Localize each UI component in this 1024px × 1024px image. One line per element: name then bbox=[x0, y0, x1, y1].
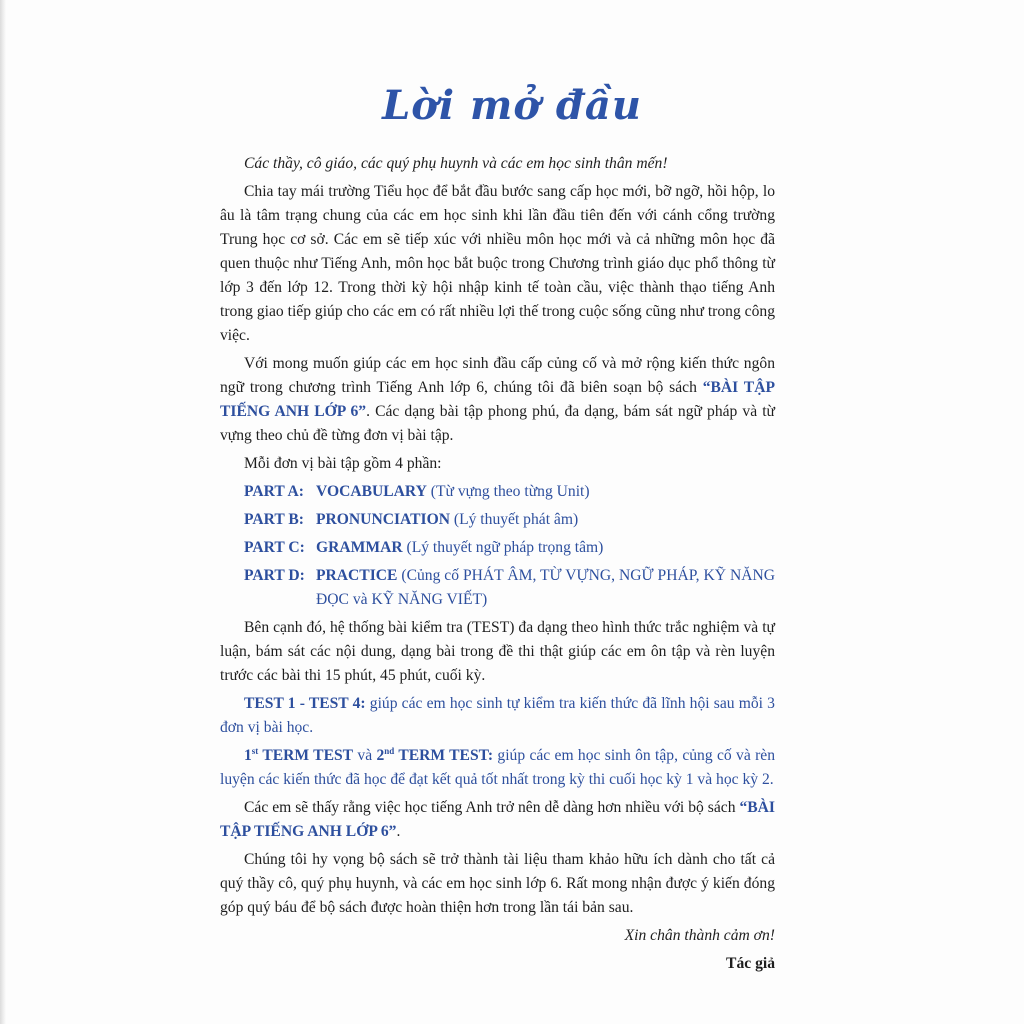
paragraph-benefit-tail: . bbox=[396, 823, 401, 840]
first-term-label bbox=[244, 747, 353, 764]
term-and: và bbox=[353, 747, 377, 764]
part-desc: (Từ vựng theo từng Unit) bbox=[426, 483, 590, 500]
first-term-text: TERM TEST bbox=[258, 747, 354, 764]
part-name: GRAMMAR bbox=[316, 539, 403, 556]
paragraph-purpose-tail: . Các dạng bài tập phong phú, đa dạng, bám sát ngữ pháp và từ vựng theo chủ đề từng đơn vị bài tập. bbox=[220, 403, 775, 444]
part-row bbox=[220, 564, 775, 612]
part-content bbox=[316, 508, 775, 532]
paragraph-benefit-text: Các em sẽ thấy rằng việc học tiếng Anh trở nên dễ dàng hơn nhiều với bộ sách bbox=[244, 799, 740, 816]
test-label: TEST 1 - TEST 4: bbox=[244, 695, 366, 712]
page-title: Lời mở đầu bbox=[382, 82, 642, 129]
part-name: VOCABULARY bbox=[316, 483, 427, 500]
parts-list bbox=[220, 480, 775, 612]
second-term-text: TERM TEST: bbox=[394, 747, 494, 764]
parts-intro: Mỗi đơn vị bài tập gồm 4 phần: bbox=[244, 455, 442, 472]
part-name: PRACTICE bbox=[316, 567, 398, 584]
paragraph-hope: Chúng tôi hy vọng bộ sách sẽ trở thành tài liệu tham khảo hữu ích dành cho tất cả quý thầy cô, quý phụ huynh, và các em học sinh lớp 6. Rất mong nhận được ý kiến đóng góp quý báu để bộ sách được hoàn thiện hơn trong lần tái bản sau. bbox=[220, 851, 775, 916]
part-label: PART C: bbox=[244, 539, 305, 556]
part-name: PRONUNCIATION bbox=[316, 511, 450, 528]
second-term-number: 2 bbox=[376, 747, 385, 764]
test-text: giúp các em học sinh tự kiểm tra kiến thức đã lĩnh hội sau mỗi 3 đơn vị bài học. bbox=[220, 695, 775, 736]
part-row bbox=[220, 480, 775, 504]
first-term-sup: st bbox=[251, 745, 259, 756]
part-desc: (Lý thuyết ngữ pháp trọng tâm) bbox=[402, 539, 604, 556]
signoff: Xin chân thành cảm ơn! bbox=[624, 927, 775, 944]
part-desc: (Lý thuyết phát âm) bbox=[450, 511, 579, 528]
book-title: “BÀI TẬP TIẾNG ANH LỚP 6” bbox=[220, 379, 775, 420]
body-text bbox=[220, 152, 775, 980]
second-term-label bbox=[376, 747, 493, 764]
paragraph-intro: Chia tay mái trường Tiểu học để bắt đầu bước sang cấp học mới, bỡ ngỡ, hồi hộp, lo âu là tâm trạng chung của các em học sinh khi lần đầu tiên đến với cánh cổng trường Trung học cơ sở. Các em sẽ tiếp xúc với nhiều môn học mới và cả những môn học đã quen thuộc như Tiếng Anh, môn học bắt buộc trong Chương trình giáo dục phổ thông từ lớp 3 đến lớp 12. Trong thời kỳ hội nhập kinh tế toàn cầu, việc thành thạo tiếng Anh trong giao tiếp giúp cho các em có rất nhiều lợi thế trong cuộc sống cũng như trong công việc. bbox=[220, 183, 775, 344]
second-term-sup: nd bbox=[384, 745, 395, 756]
paragraph-benefit bbox=[220, 796, 775, 844]
paragraph-tests: Bên cạnh đó, hệ thống bài kiểm tra (TEST) đa dạng theo hình thức trắc nghiệm và tự luận, bám sát các nội dung, dạng bài trong đề thi thật giúp các em ôn tập và rèn luyện trước các bài thi 15 phút, 45 phút, cuối kỳ. bbox=[220, 619, 775, 684]
paragraph-term-tests bbox=[220, 744, 775, 792]
book-title-2: “BÀI TẬP TIẾNG ANH LỚP 6” bbox=[220, 799, 775, 840]
part-content bbox=[316, 480, 775, 504]
paragraph-purpose bbox=[220, 352, 775, 448]
part-content bbox=[316, 536, 775, 560]
part-label: PART A: bbox=[244, 483, 304, 500]
term-text: giúp các em học sinh ôn tập, củng cố và rèn luyện các kiến thức đã học để đạt kết quả tốt nhất trong kỳ thi cuối học kỳ 1 và học kỳ 2. bbox=[220, 747, 775, 788]
paragraph-test-units bbox=[220, 692, 775, 740]
part-row bbox=[220, 536, 775, 560]
part-row bbox=[220, 508, 775, 532]
part-label: PART B: bbox=[244, 511, 304, 528]
page-binding-edge bbox=[0, 0, 6, 1024]
first-term-number: 1 bbox=[244, 747, 252, 764]
greeting: Các thầy, cô giáo, các quý phụ huynh và các em học sinh thân mến! bbox=[244, 155, 668, 172]
paragraph-purpose-text: Với mong muốn giúp các em học sinh đầu cấp củng cố và mở rộng kiến thức ngôn ngữ trong chương trình Tiếng Anh lớp 6, chúng tôi đã biên soạn bộ sách bbox=[220, 355, 775, 396]
part-content bbox=[316, 564, 775, 612]
author: Tác giả bbox=[726, 955, 775, 972]
part-label: PART D: bbox=[244, 567, 305, 584]
part-desc: (Củng cố PHÁT ÂM, TỪ VỰNG, NGỮ PHÁP, KỸ NĂNG ĐỌC và KỸ NĂNG VIẾT) bbox=[316, 567, 775, 608]
